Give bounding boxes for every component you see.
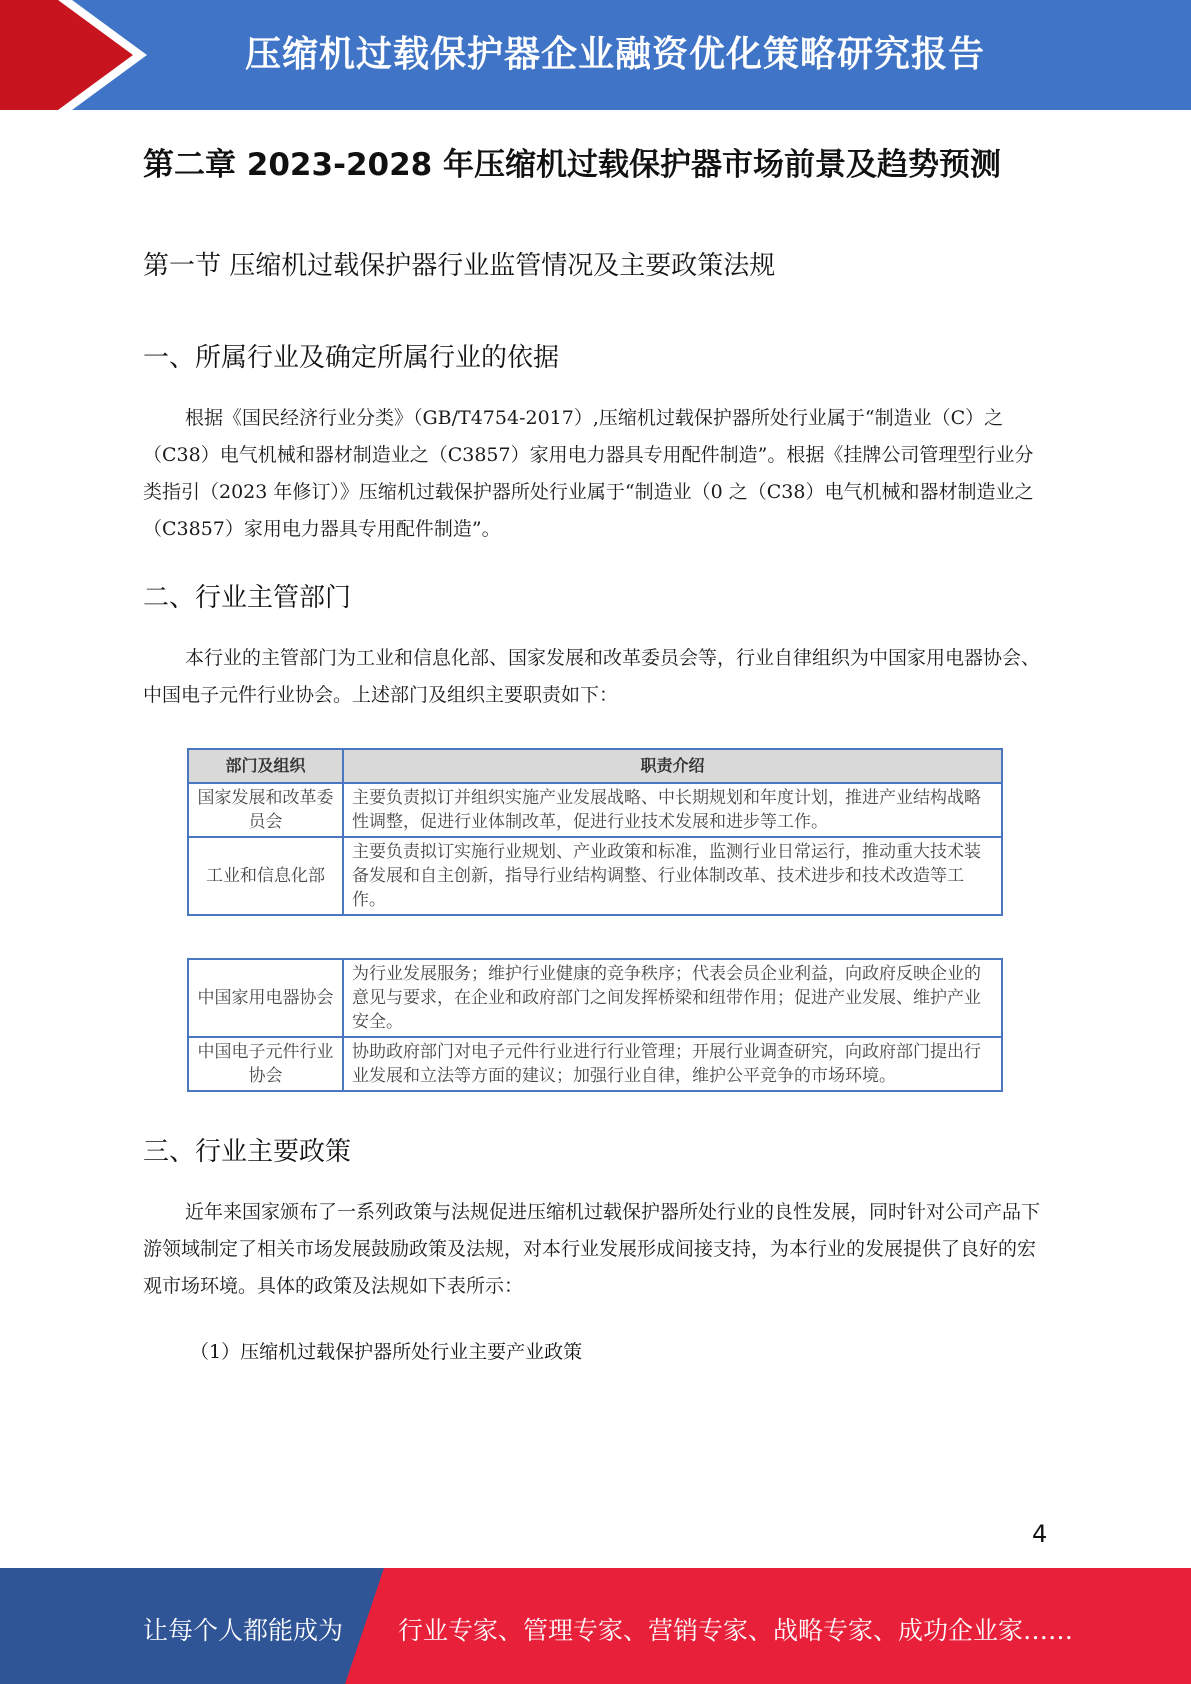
table-cell-duty: 为行业发展服务；维护行业健康的竞争秩序；代表会员企业利益，向政府反映企业的意见与要求，在企业和政府部门之间发挥桥梁和纽带作用；促进产业发展、维护产业安全。	[343, 959, 1002, 1037]
heading-authorities: 二、行业主管部门	[143, 583, 352, 613]
table-cell-org: 工业和信息化部	[188, 837, 343, 915]
footer-slogan-left: 让每个人都能成为	[143, 1616, 344, 1645]
heading-policies: 三、行业主要政策	[143, 1137, 352, 1167]
table-header-duty: 职责介绍	[343, 749, 1002, 783]
paragraph-policies: 近年来国家颁布了一系列政策与法规促进压缩机过载保护器所处行业的良性发展，同时针对公司产品下游领域制定了相关市场发展鼓励政策及法规，对本行业发展形成间接支持，为本行业的发展提供了良好的宏观市场环境。具体的政策及法规如下表所示：	[143, 1201, 1041, 1297]
policy-sub-item: （1）压缩机过载保护器所处行业主要产业政策	[190, 1341, 583, 1363]
report-title: 压缩机过载保护器企业融资优化策略研究报告	[245, 34, 986, 75]
table-cell-org: 中国家用电器协会	[188, 959, 343, 1037]
heading-industry-classification: 一、所属行业及确定所属行业的依据	[143, 343, 560, 373]
table-header-row	[188, 749, 1002, 783]
associations-table	[187, 958, 1003, 1092]
header-chevron-graphic	[0, 0, 160, 110]
table-header-org: 部门及组织	[188, 749, 343, 783]
table-row	[188, 783, 1002, 837]
page-number: 4	[1032, 1520, 1048, 1548]
table-cell-org: 中国电子元件行业协会	[188, 1037, 343, 1091]
authorities-table	[187, 748, 1003, 916]
table-row	[188, 1037, 1002, 1091]
paragraph-authorities: 本行业的主管部门为工业和信息化部、国家发展和改革委员会等，行业自律组织为中国家用电器协会、中国电子元件行业协会。上述部门及组织主要职责如下：	[143, 647, 1041, 706]
table-row	[188, 959, 1002, 1037]
footer-slogan-right: 行业专家、管理专家、营销专家、战略专家、成功企业家……	[398, 1616, 1074, 1645]
paragraph-industry-classification: 根据《国民经济行业分类》（GB/T4754-2017）,压缩机过载保护器所处行业属于“制造业（C）之（C38）电气机械和器材制造业之（C3857）家用电力器具专用配件制造”。根据《挂牌公司管理型行业分类指引（2023 年修订）》压缩机过载保护器所处行业属于“制造业（0 之（C38）电气机械和器材制造业之（C3857）家用电力器具专用配件制造”。	[143, 407, 1034, 540]
table-cell-duty: 主要负责拟订并组织实施产业发展战略、中长期规划和年度计划，推进产业结构战略性调整，促进行业体制改革，促进行业技术发展和进步等工作。	[343, 783, 1002, 837]
table-cell-duty: 协助政府部门对电子元件行业进行行业管理；开展行业调查研究，向政府部门提出行业发展和立法等方面的建议；加强行业自律，维护公平竞争的市场环境。	[343, 1037, 1002, 1091]
table-row	[188, 837, 1002, 915]
report-header-band	[0, 0, 1191, 110]
section-title: 第一节 压缩机过载保护器行业监管情况及主要政策法规	[143, 251, 776, 281]
chapter-title: 第二章 2023-2028 年压缩机过载保护器市场前景及趋势预测	[143, 147, 1002, 183]
table-cell-duty: 主要负责拟订实施行业规划、产业政策和标准，监测行业日常运行，推动重大技术装备发展和自主创新，指导行业结构调整、行业体制改革、技术进步和技术改造等工作。	[343, 837, 1002, 915]
table-cell-org: 国家发展和改革委员会	[188, 783, 343, 837]
footer-band	[0, 1568, 1191, 1684]
